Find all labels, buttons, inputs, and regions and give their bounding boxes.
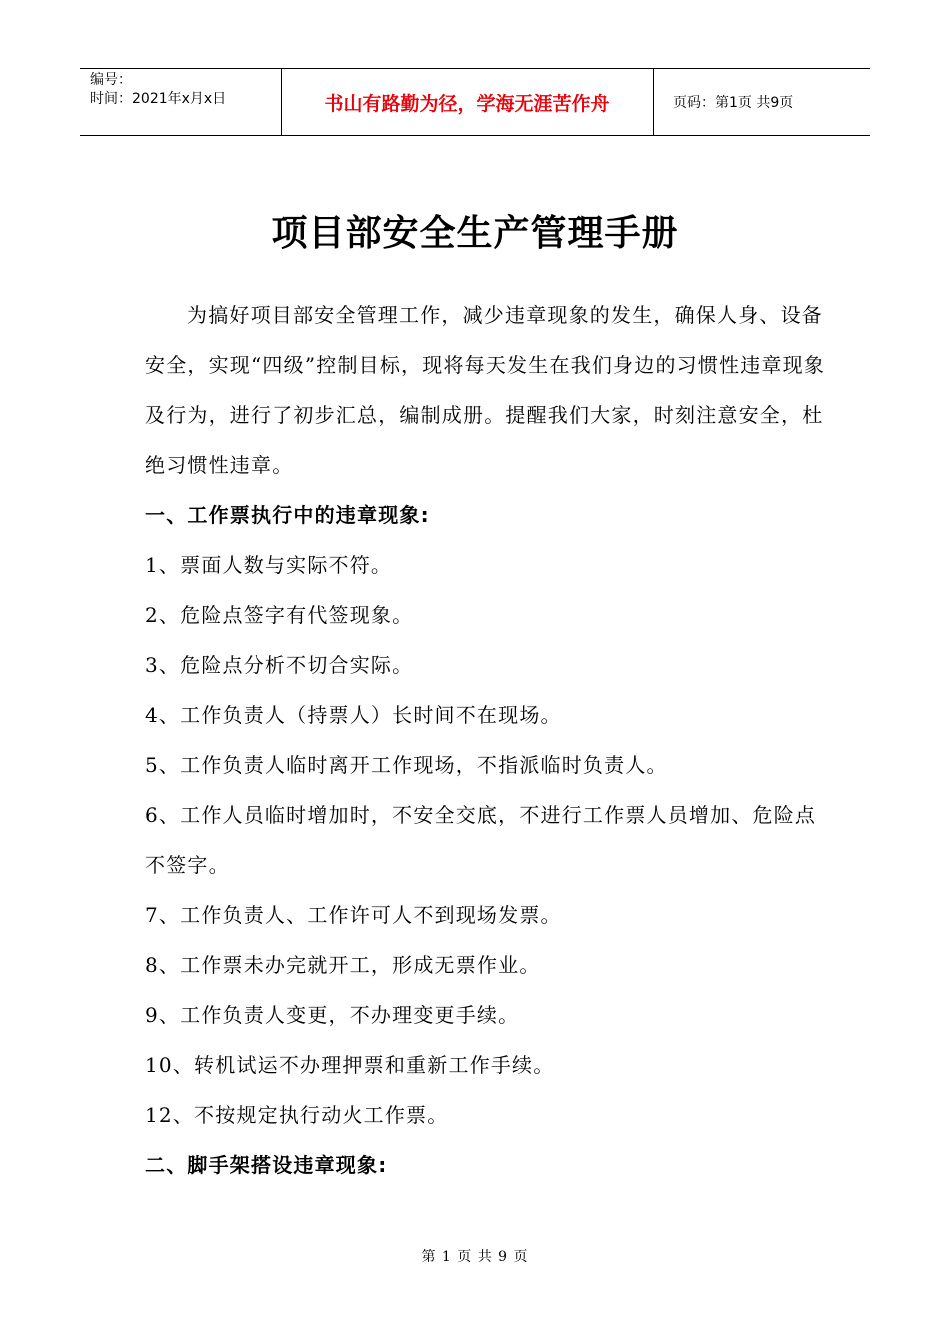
list-item: 8、工作票未办完就开工，形成无票作业。: [145, 953, 541, 977]
document-body: [145, 290, 835, 1190]
list-item: 2、危险点签字有代签现象。: [145, 603, 414, 627]
list-item: 7、工作负责人、工作许可人不到现场发票。: [145, 903, 562, 927]
list-item: 6、工作人员临时增加时，不安全交底，不进行工作票人员增加、危险点不签字。: [145, 803, 817, 877]
header-page-info: [663, 69, 868, 135]
number-label: 编号：: [90, 72, 132, 88]
header-motto: 书山有路勤为径，学海无涯苦作舟: [324, 92, 610, 115]
intro-paragraph: 为搞好项目部安全管理工作，减少违章现象的发生，确保人身、设备安全，实现“四级”控制目标，现将每天发生在我们身边的习惯性违章现象及行为，进行了初步汇总，编制成册。提醒我们大家，时刻注意安全，杜绝习惯性违章。: [145, 303, 826, 477]
header-divider: [653, 69, 654, 135]
list-item: 10、转机试运不办理押票和重新工作手续。: [145, 1053, 555, 1077]
section-heading: 二、脚手架搭设违章现象:: [145, 1153, 388, 1177]
document-title: 项目部安全生产管理手册: [271, 213, 679, 254]
section-heading: 一、工作票执行中的违章现象:: [145, 503, 430, 527]
list-item: 5、工作负责人临时离开工作现场，不指派临时负责人。: [145, 753, 668, 777]
list-item: 9、工作负责人变更，不办理变更手续。: [145, 1003, 520, 1027]
page-header: [80, 68, 870, 136]
page-footer: 第 1 页 共 9 页: [421, 1249, 529, 1265]
header-meta: [80, 69, 280, 135]
list-item: 1、票面人数与实际不符。: [145, 553, 393, 577]
page-info-text: 页码：第1页 共9页: [673, 95, 794, 111]
list-item: 12、不按规定执行动火工作票。: [145, 1103, 449, 1127]
list-item: 3、危险点分析不切合实际。: [145, 653, 414, 677]
time-label: 时间：2021年x月x日: [90, 91, 227, 107]
list-item: 4、工作负责人（持票人）长时间不在现场。: [145, 703, 562, 727]
